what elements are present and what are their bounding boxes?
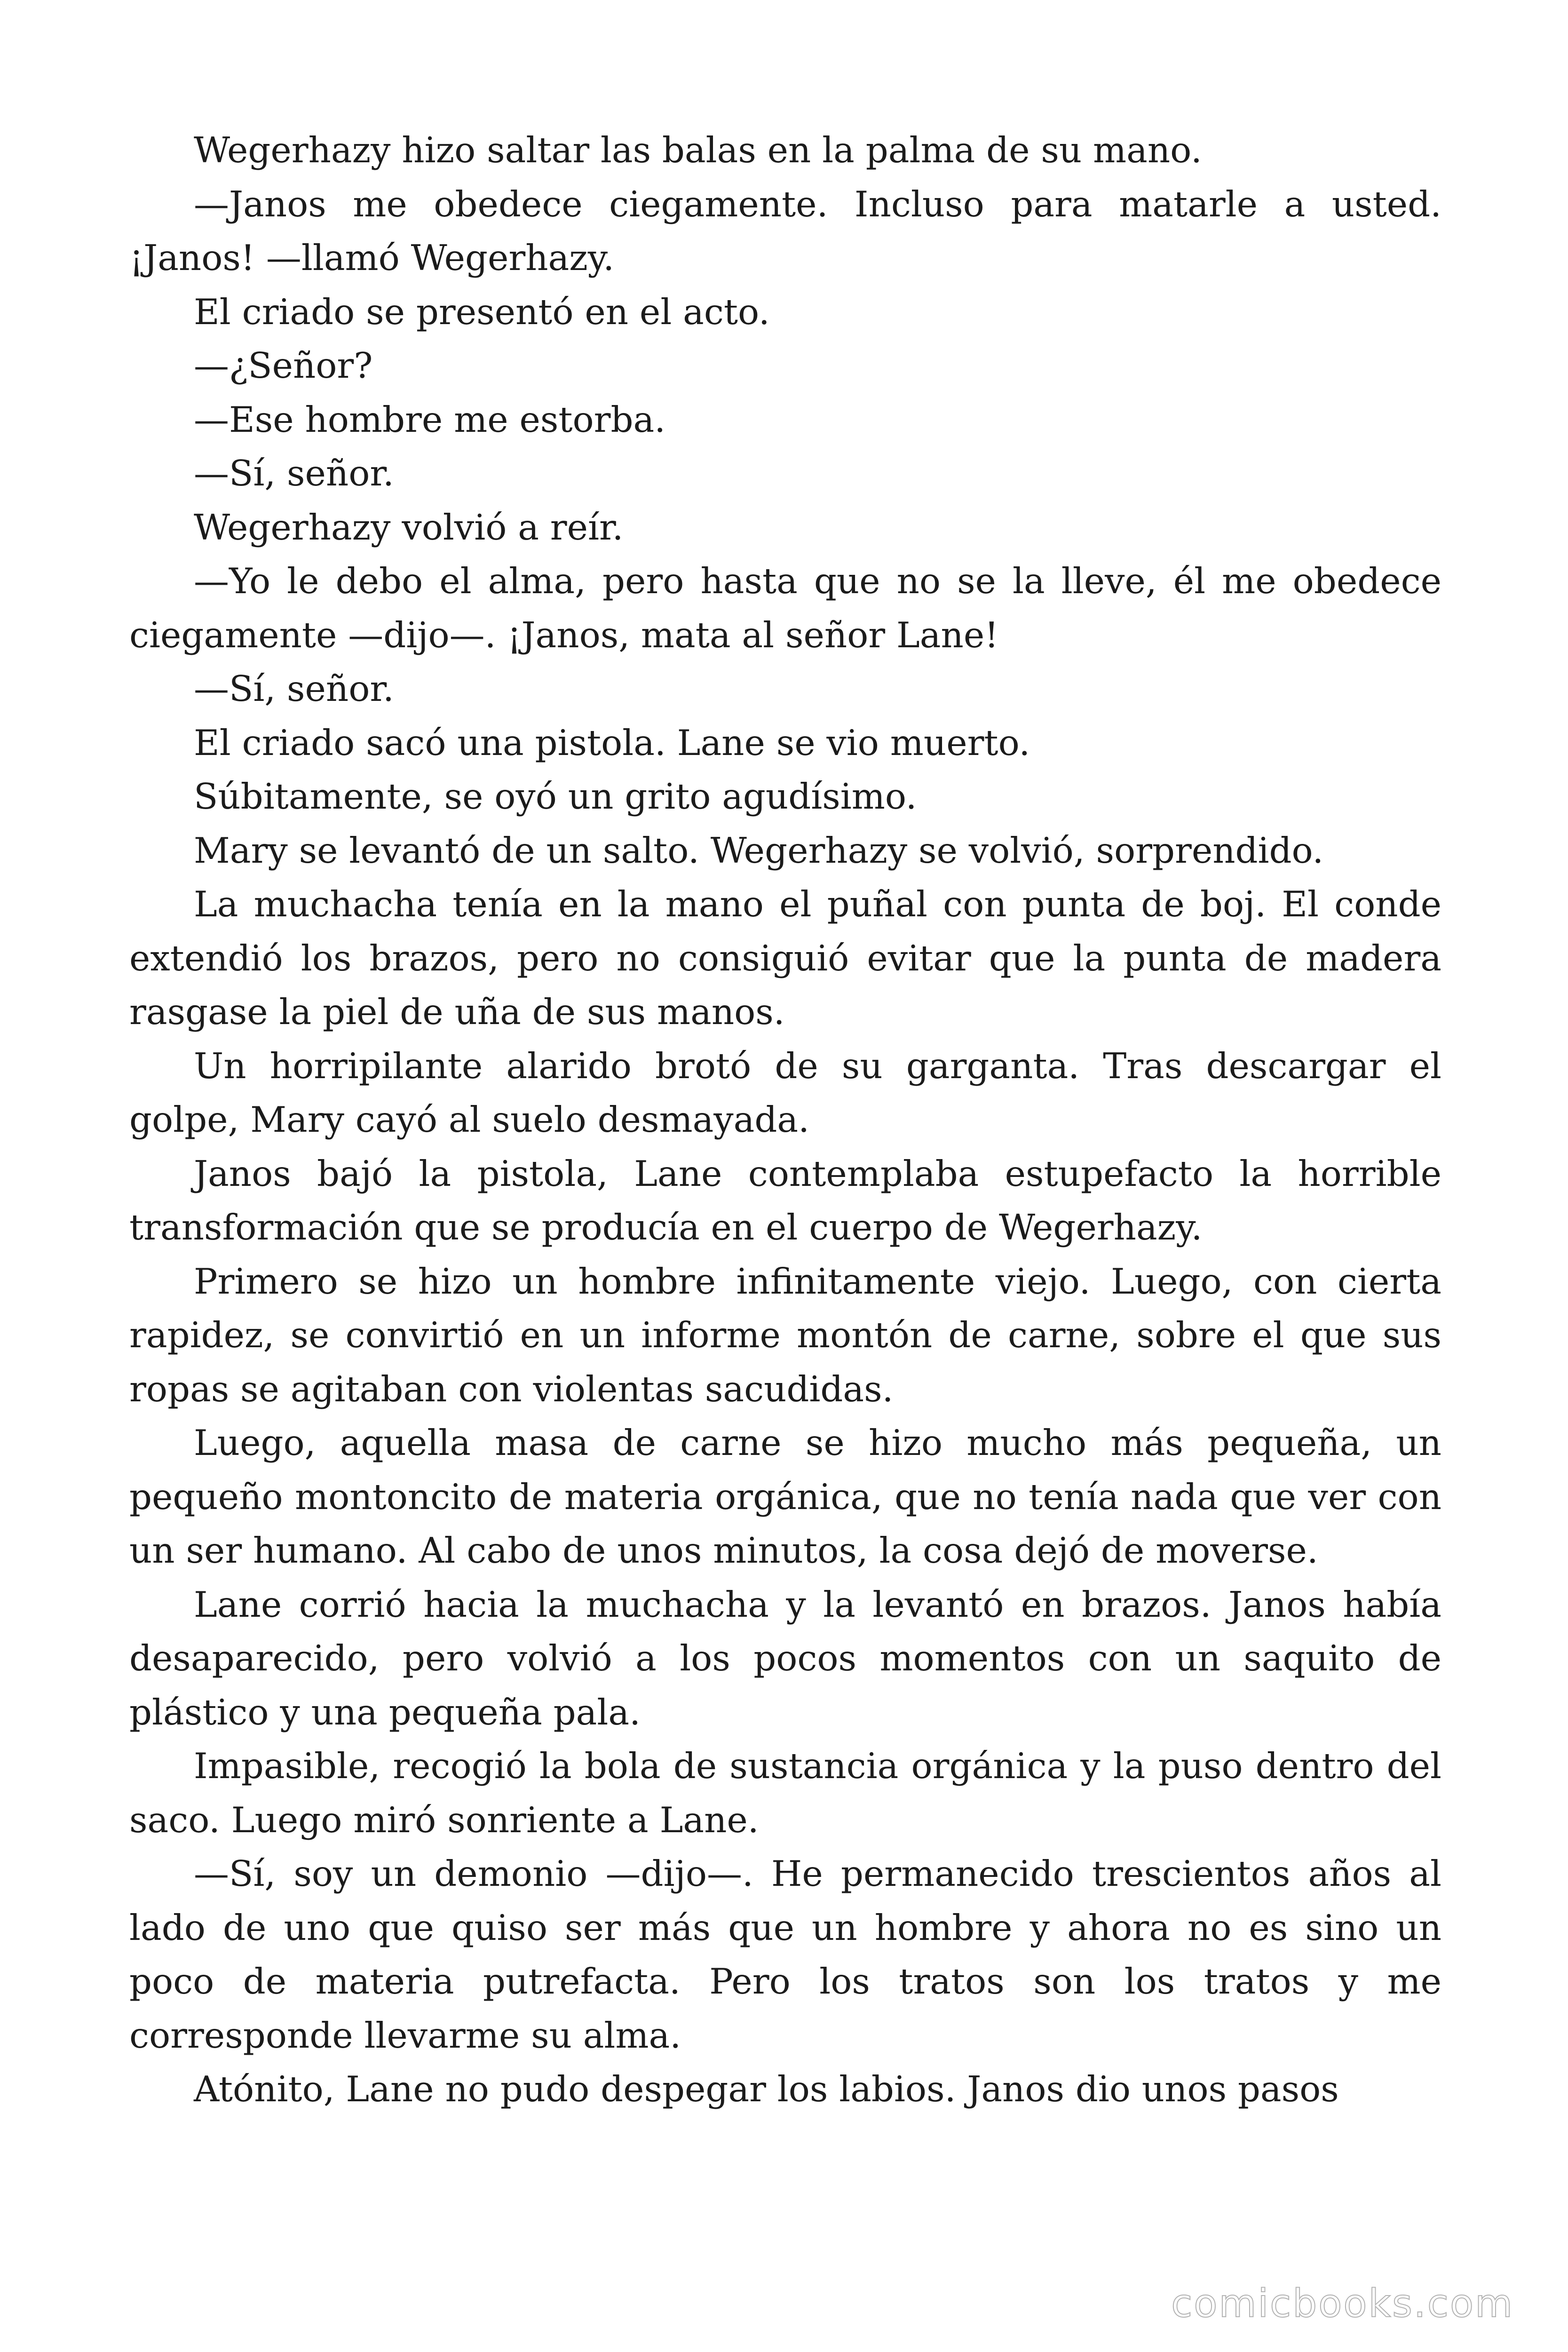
paragraph: Wegerhazy hizo saltar las balas en la palma de su mano.	[194, 129, 1202, 171]
paragraph: Wegerhazy volvió a reír.	[194, 506, 624, 548]
paragraph: Mary se levantó de un salto. Wegerhazy se volvió, sorprendido.	[194, 829, 1324, 871]
paragraph: —Sí, señor.	[194, 453, 394, 494]
paragraph: El criado sacó una pistola. Lane se vio muerto.	[194, 722, 1030, 763]
paragraph: —Sí, soy un demonio —dijo—. He permanecido trescientos años al lado de uno que quiso ser más que un hombre y ahora no es sino un poco de materia putrefacta. Pero los tratos son los tratos y me corresponde llevarme su alma.	[129, 1853, 1441, 2056]
paragraph: Luego, aquella masa de carne se hizo mucho más pequeña, un pequeño montoncito de materia orgánica, que no tenía nada que ver con un ser humano. Al cabo de unos minutos, la cosa dejó de moverse.	[129, 1422, 1441, 1571]
paragraph: El criado se presentó en el acto.	[194, 291, 770, 333]
paragraph: Impasible, recogió la bola de sustancia orgánica y la puso dentro del saco. Luego miró sonriente a Lane.	[129, 1745, 1441, 1841]
paragraph: Primero se hizo un hombre infinitamente viejo. Luego, con cierta rapidez, se convirtió en un informe montón de carne, sobre el que sus ropas se agitaban con violentas sacudidas.	[129, 1260, 1441, 1410]
page-body-text	[129, 123, 1441, 2116]
paragraph: —Yo le debo el alma, pero hasta que no se la lleve, él me obedece ciegamente —dijo—. ¡Janos, mata al señor Lane!	[129, 560, 1441, 656]
paragraph: —¿Señor?	[194, 345, 373, 386]
paragraph: —Sí, señor.	[194, 668, 394, 709]
paragraph: Súbitamente, se oyó un grito agudísimo.	[194, 776, 917, 817]
paragraph: Un horripilante alarido brotó de su garganta. Tras descargar el golpe, Mary cayó al suelo desmayada.	[129, 1045, 1441, 1140]
watermark: comicbooks.com	[1171, 2281, 1514, 2326]
paragraph: —Janos me obedece ciegamente. Incluso para matarle a usted. ¡Janos! —llamó Wegerhazy.	[129, 183, 1441, 278]
paragraph: La muchacha tenía en la mano el puñal con punta de boj. El conde extendió los brazos, pero no consiguió evitar que la punta de madera rasgase la piel de uña de sus manos.	[129, 883, 1441, 1033]
paragraph: —Ese hombre me estorba.	[194, 398, 666, 440]
paragraph: Atónito, Lane no pudo despegar los labios. Janos dio unos pasos	[194, 2068, 1339, 2110]
paragraph: Lane corrió hacia la muchacha y la levantó en brazos. Janos había desaparecido, pero volvió a los pocos momentos con un saquito de plástico y una pequeña pala.	[129, 1583, 1441, 1733]
paragraph: Janos bajó la pistola, Lane contemplaba estupefacto la horrible transformación que se producía en el cuerpo de Wegerhazy.	[129, 1152, 1441, 1248]
